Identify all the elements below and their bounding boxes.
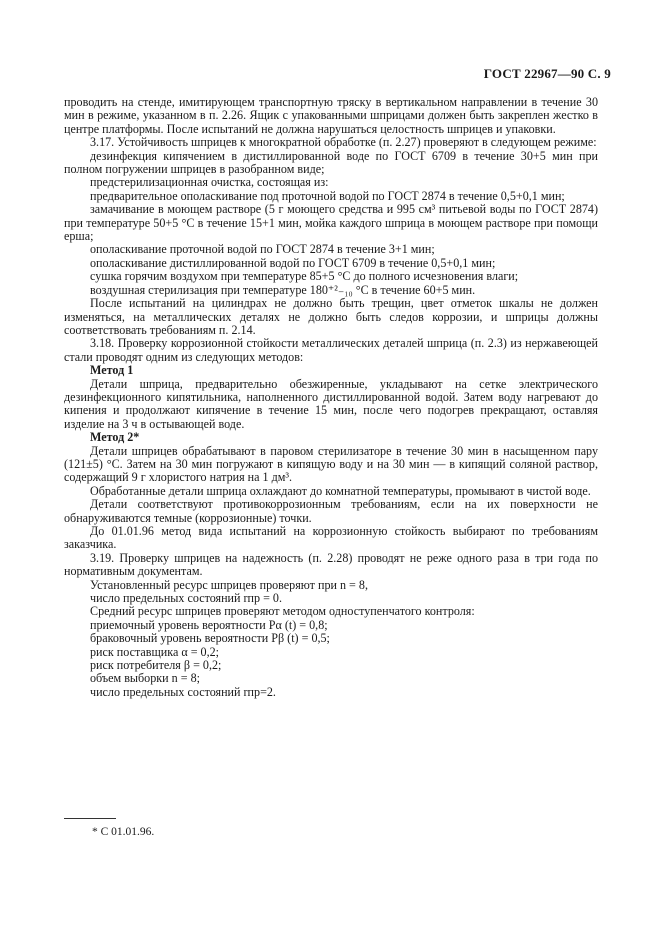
paragraph: приемочный уровень вероятности Pα (t) = 0,8; <box>90 617 328 632</box>
footnote-text: * С 01.01.96. <box>92 826 155 838</box>
paragraph: Установленный ресурс шприцев проверяют при n = 8, <box>90 577 368 592</box>
footnote-divider <box>64 818 116 819</box>
paragraph: проводить на стенде, имитирующем транспортную тряску в вертикальном направлении в течение 30 мин в режиме, указанном в п. 2.26. Ящик с упакованными шприцами должен быть закреплен жестко в центре платформы. После испытаний не должна нарушаться целостность шприцев и упаковки. <box>64 95 598 136</box>
paragraph: ополаскивание проточной водой по ГОСТ 2874 в течение 3+1 мин; <box>90 242 435 257</box>
paragraph: риск потребителя β = 0,2; <box>90 658 222 673</box>
paragraph: число предельных состояний rпр = 0. <box>90 591 283 606</box>
paragraph: ополаскивание дистиллированной водой по ГОСТ 6709 в течение 0,5+0,1 мин; <box>90 255 496 270</box>
paragraph: 3.19. Проверку шприцев на надежность (п. 2.28) проводят не реже одного раза в три года по нормативным документам. <box>64 550 598 579</box>
paragraph: Средний ресурс шприцев проверяют методом одноступенчатого контроля: <box>90 604 475 619</box>
paragraph: браковочный уровень вероятности Pβ (t) = 0,5; <box>90 631 330 646</box>
paragraph: Детали шприца, предварительно обезжиренные, укладывают на сетке электрического дезинфекционного кипятильника, наполненного дистиллированной водой. Затем воду нагревают до кипения и продолжают кипячение в течение 15 мин, после чего подогрев прекращают, оставляя изделие на 3 ч в остывающей воде. <box>64 376 598 431</box>
document-body <box>64 96 598 699</box>
paragraph: воздушная стерилизация при температуре 180⁺²₋₁₀ °С в течение 60+5 мин. <box>90 282 476 297</box>
footnote <box>64 818 598 839</box>
paragraph: предстерилизационная очистка, состоящая из: <box>90 175 329 190</box>
page-header: ГОСТ 22967—90 С. 9 <box>483 66 611 81</box>
paragraph: дезинфекция кипячением в дистиллированной воде по ГОСТ 6709 в течение 30+5 мин при полном погружении шприцев в разобранном виде; <box>64 148 598 177</box>
paragraph: предварительное ополаскивание под проточной водой по ГОСТ 2874 в течение 0,5+0,1 мин; <box>90 188 565 203</box>
paragraph: Детали соответствуют противокоррозионным требованиям, если на их поверхности не обнаруживаются темные (коррозионные) точки. <box>64 497 598 525</box>
section-heading: Метод 1 <box>90 363 134 378</box>
paragraph: замачивание в моющем растворе (5 г моющего средства и 995 см³ питьевой воды по ГОСТ 2874) при температуре 50+5 °С в течение 15+1 мин, мойка каждого шприца в моющем растворе при помощи ерша; <box>64 202 598 244</box>
paragraph: Детали шприцев обрабатывают в паровом стерилизаторе в течение 30 мин в насыщенном пару (121±5) °С. Затем на 30 мин погружают в кипящую воду и на 30 мин — в кипящий соляной раствор, содержащий 9 г хлористого натрия на 1 дм³. <box>64 443 598 485</box>
section-heading: Метод 2* <box>90 430 140 445</box>
paragraph: Обработанные детали шприца охлаждают до комнатной температуры, промывают в чистой воде. <box>90 483 591 498</box>
paragraph: После испытаний на цилиндрах не должно быть трещин, цвет отметок шкалы не должен изменяться, на металлических деталях не должно быть следов коррозии, и шприцы должны соответствовать требованиям п. 2.14. <box>64 296 598 337</box>
paragraph: До 01.01.96 метод вида испытаний на коррозионную стойкость выбирают по требованиям заказчика. <box>64 524 598 552</box>
paragraph: 3.18. Проверку коррозионной стойкости металлических деталей шприца (п. 2.3) из нержавеющей стали проводят одним из следующих методов: <box>64 336 598 364</box>
paragraph: 3.17. Устойчивость шприцев к многократной обработке (п. 2.27) проверяют в следующем режиме: <box>90 135 597 150</box>
paragraph: риск поставщика α = 0,2; <box>90 644 220 659</box>
paragraph: объем выборки n = 8; <box>90 671 200 686</box>
paragraph: число предельных состояний rпр=2. <box>90 684 276 699</box>
paragraph: сушка горячим воздухом при температуре 85+5 °С до полного исчезновения влаги; <box>90 269 519 284</box>
